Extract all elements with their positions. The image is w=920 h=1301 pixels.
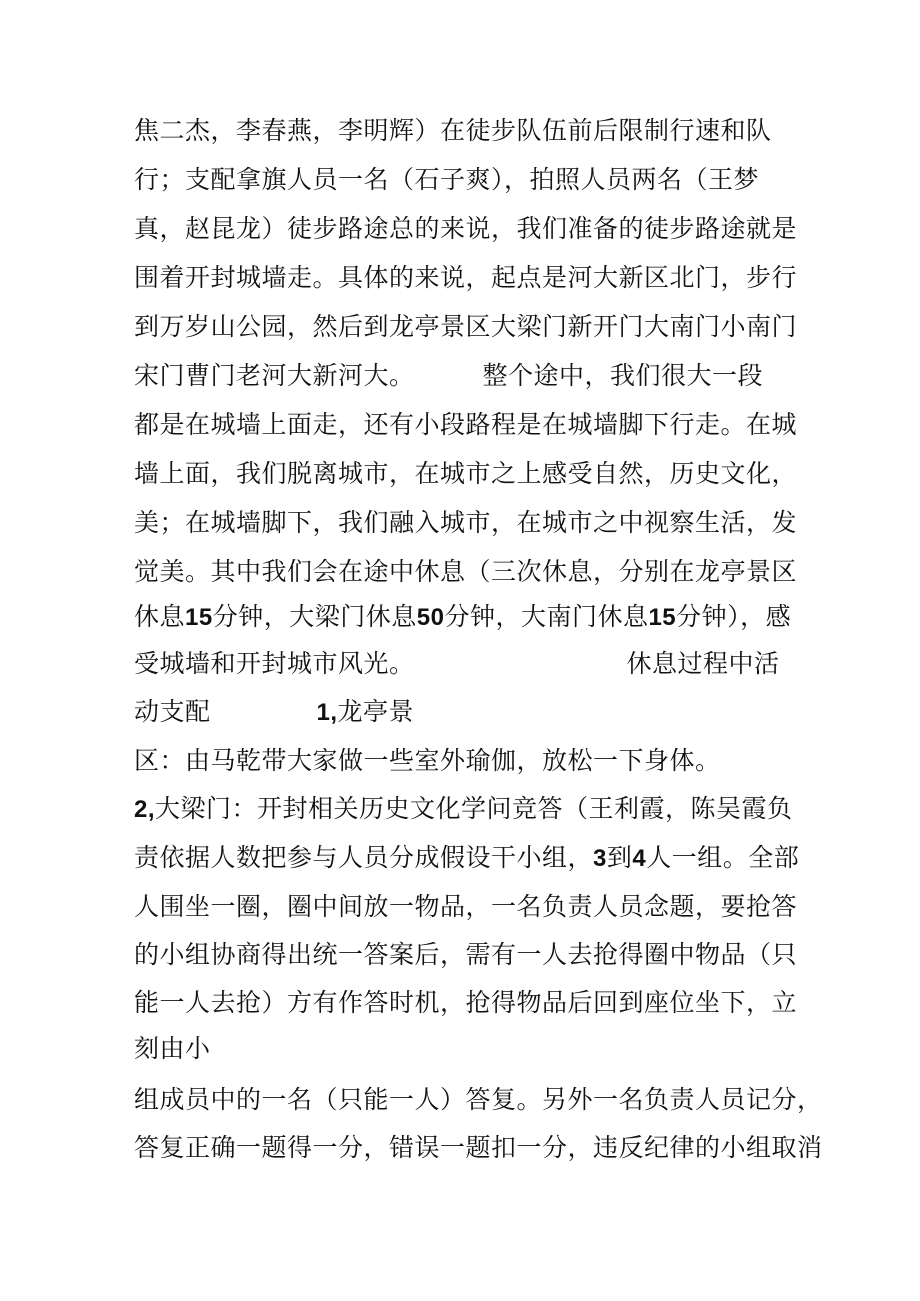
text-line xyxy=(134,792,793,827)
text-segment: 大梁门：开封相关历史文化学问竞答（王利霞，陈吴霞负 xyxy=(155,794,793,823)
text-segment: 分钟），感 xyxy=(676,602,792,631)
number-label: 1, xyxy=(316,699,338,726)
text-segment: 宋门曹门老河大新河大。 xyxy=(134,361,415,390)
text-line: 觉美。其中我们会在途中休息（三次休息，分别在龙亭景区 xyxy=(134,557,798,586)
text-segment: 到 xyxy=(606,843,633,872)
text-line: 区：由马乾带大家做一些室外瑜伽，放松一下身体。 xyxy=(134,746,721,775)
number-label: 15 xyxy=(185,604,213,631)
number-label: 4 xyxy=(632,845,647,872)
text-line xyxy=(134,695,414,730)
text-segment: 人一组。全部 xyxy=(646,843,800,872)
text-line xyxy=(134,359,763,393)
text-line xyxy=(134,841,799,876)
text-segment: 受城墙和开封城市风光。 xyxy=(134,649,415,678)
text-line: 行；支配拿旗人员一名（石子爽），拍照人员两名（王梦 xyxy=(134,165,760,194)
text-line: 刻由小 xyxy=(134,1034,211,1063)
text-segment: 动支配 xyxy=(134,697,211,726)
text-segment: 休息过程中活 xyxy=(626,649,780,678)
number-label: 3 xyxy=(593,845,607,872)
text-segment: 休息 xyxy=(134,602,186,631)
text-segment: 分钟，大梁门休息 xyxy=(212,602,417,631)
text-line: 组成员中的一名（只能一人）答复。另外一名负责人员记分， xyxy=(134,1085,823,1114)
text-line: 能一人去抢）方有作答时机，抢得物品后回到座位坐下，立 xyxy=(134,988,798,1017)
text-segment: 整个途中，我们很大一段 xyxy=(482,361,764,390)
number-label: 2, xyxy=(134,796,156,823)
text-segment: 分钟，大南门休息 xyxy=(444,602,649,631)
text-line: 围着开封城墙走。具体的来说，起点是河大新区北门，步行 xyxy=(134,263,798,292)
text-line xyxy=(134,647,780,681)
text-line: 真，赵昆龙）徒步路途总的来说，我们准备的徒步路途就是 xyxy=(134,214,798,243)
text-line: 到万岁山公园，然后到龙亭景区大梁门新开门大南门小南门 xyxy=(134,312,798,341)
text-line: 的小组协商得出统一答案后，需有一人去抢得圈中物品（只 xyxy=(134,940,798,969)
text-segment: 龙亭景 xyxy=(337,697,415,726)
text-line: 答复正确一题得一分，错误一题扣一分，违反纪律的小组取消 xyxy=(134,1133,823,1162)
number-label: 50 xyxy=(416,604,445,631)
text-line: 焦二杰，李春燕，李明辉）在徒步队伍前后限制行速和队 xyxy=(134,116,772,145)
text-line: 美；在城墙脚下，我们融入城市，在城市之中视察生活，发 xyxy=(134,508,798,537)
text-line: 人围坐一圈，圈中间放一物品，一名负责人员念题，要抢答 xyxy=(134,892,798,921)
text-segment: 责依据人数把参与人员分成假设干小组， xyxy=(134,843,594,872)
text-line: 墙上面，我们脱离城市，在城市之上感受自然，历史文化， xyxy=(134,459,798,488)
number-label: 15 xyxy=(648,604,677,631)
text-line: 都是在城墙上面走，还有小段路程是在城墙脚下行走。在城 xyxy=(134,410,798,439)
text-line xyxy=(134,600,791,635)
